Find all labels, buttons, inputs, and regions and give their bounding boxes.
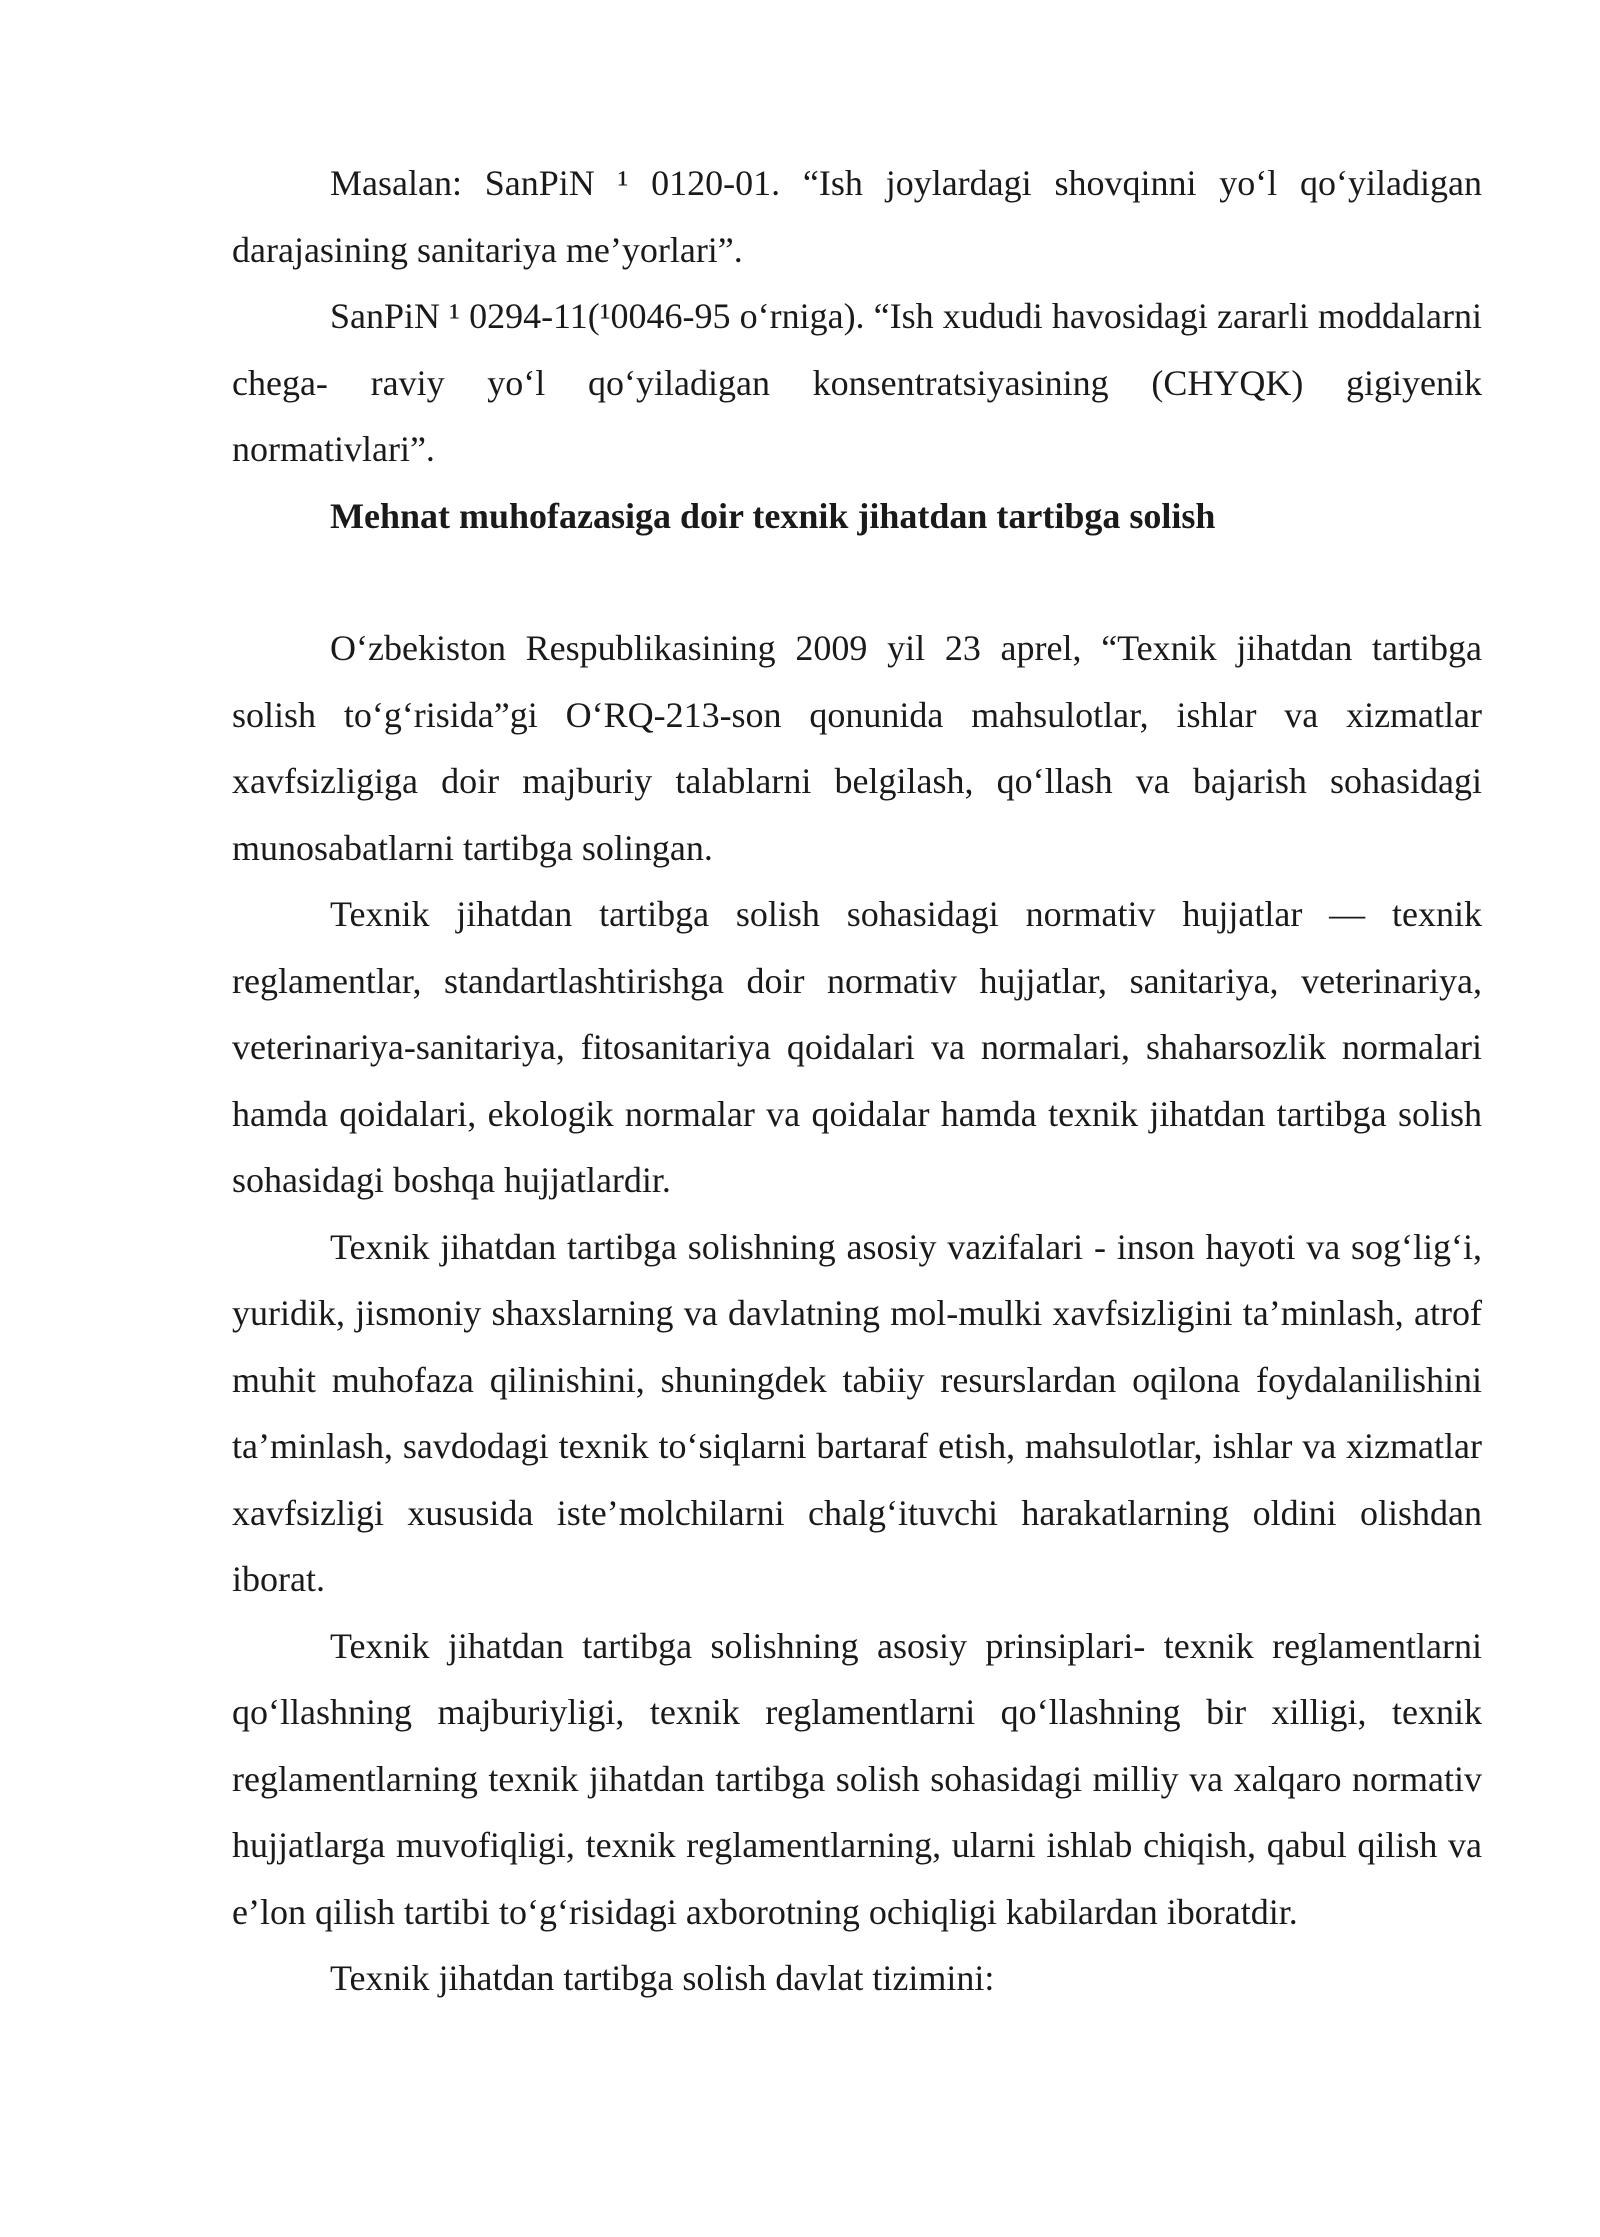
heading-spacer	[232, 549, 1482, 615]
paragraph-normative-docs: Texnik jihatdan tartibga solish sohasidagi normativ hujjatlar — texnik reglamentlar, standartlashtirishga doir normativ hujjatlar, sanitariya, veterinariya, veterinariya-sanitariya, fitosanitariya qoidalari va normalari, shaharsozlik normalari hamda qoidalari, ekologik normalar va qoidalar hamda texnik jihatdan tartibga solish sohasidagi boshqa hujjatlardir.	[232, 894, 1482, 1200]
paragraph-law: O‘zbekiston Respublikasining 2009 yil 23 aprel, “Texnik jihatdan tartibga solish to‘g‘risida”gi O‘RQ-213-son qonunida mahsulotlar, ishlar va xizmatlar xavfsizligiga doir majburiy talablarni belgilash, qo‘llash va bajarish sohasidagi munosabatlarni tartibga solingan.	[232, 628, 1482, 868]
paragraph-principles: Texnik jihatdan tartibga solishning asosiy prinsiplari- texnik reglamentlarni qo‘llashning majburiyligi, texnik reglamentlarni qo‘llashning bir xilligi, texnik reglamentlarning texnik jihatdan tartibga solish sohasidagi milliy va xalqaro normativ hujjatlarga muvofiqligi, texnik reglamentlarning, ularni ishlab chiqish, qabul qilish va e’lon qilish tartibi to‘g‘risidagi axborotning ochiqligi kabilardan iboratdir.	[232, 1625, 1482, 1932]
paragraph-tasks: Texnik jihatdan tartibga solishning asosiy vazifalari - inson hayoti va sog‘lig‘i, yuridik, jismoniy shaxslarning va davlatning mol-mulki xavfsizligini ta’minlash, atrof muhit muhofaza qilinishini, shuningdek tabiiy resurslardan oqilona foydalanilishini ta’minlash, savdodagi texnik to‘siqlarni bartaraf etish, mahsulotlar, ishlar va xizmatlar xavfsizligi xususida iste’molchilarni chalg‘ituvchi harakatlarning oldini olishdan iborat.	[232, 1226, 1482, 1599]
paragraph-sanpin-noise: Masalan: SanPiN ¹ 0120-01. “Ish joylardagi shovqinni yo‘l qo‘yiladigan darajasining sanitariya me’yorlari”.	[232, 163, 1482, 270]
section-heading: Mehnat muhofazasiga doir texnik jihatdan tartibga solish	[330, 495, 1216, 536]
document-body	[232, 150, 1482, 2012]
paragraph-sanpin-chyqk: SanPiN ¹ 0294-11(¹0046-95 o‘rniga). “Ish xududi havosidagi zararli moddalarni chega- raviy yo‘l qo‘yiladigan konsentratsiyasining (CHYQK) gigiyenik normativlari”.	[232, 296, 1482, 469]
paragraph-state-system: Texnik jihatdan tartibga solish davlat tizimini:	[330, 1958, 995, 1998]
